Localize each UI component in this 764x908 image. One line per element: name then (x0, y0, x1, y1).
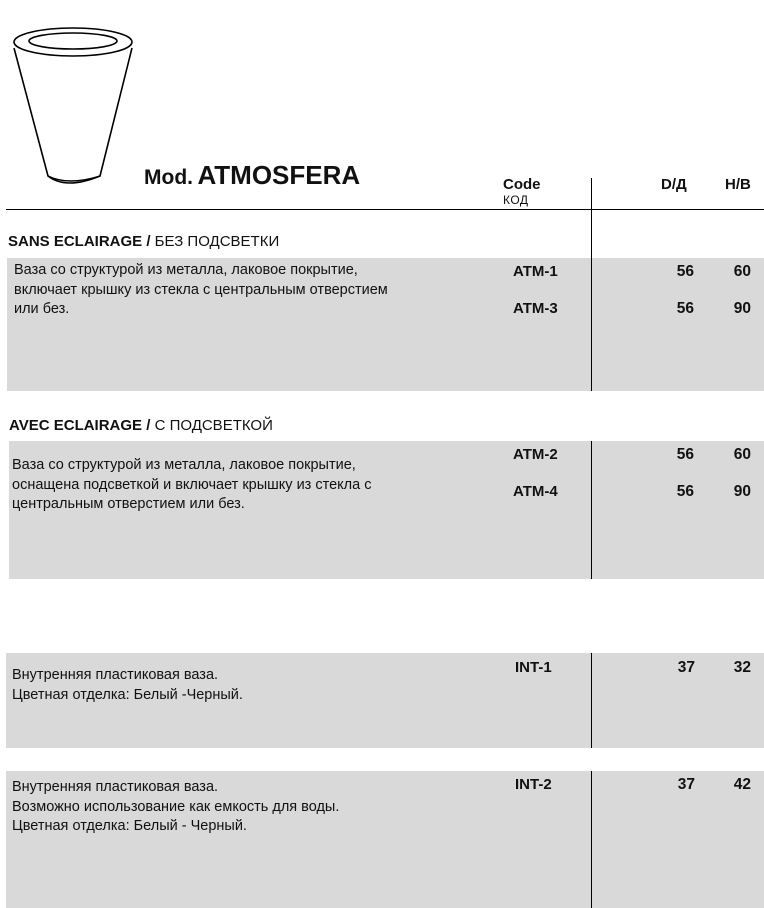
section-title-sans-eclairage (8, 233, 279, 250)
height-value: 90 (733, 483, 751, 500)
product-code: ATM-1 (513, 263, 558, 280)
section-title-avec-eclairage (9, 417, 273, 434)
section-title-ru: С ПОДСВЕТКОЙ (150, 417, 273, 434)
height-header: H/B (725, 176, 751, 193)
section-description (12, 778, 339, 837)
code-header-ru: КОД (503, 193, 529, 207)
diameter-value: 37 (677, 776, 695, 793)
column-divider (591, 653, 592, 748)
section-title-fr: AVEC ECLAIRAGE / (9, 417, 151, 434)
model-name: ATMOSFERA (197, 160, 361, 190)
height-value: 60 (733, 263, 751, 280)
description-line: Внутренняя пластиковая ваза. (12, 667, 219, 683)
product-code: ATM-3 (513, 300, 558, 317)
section-description (14, 261, 388, 320)
height-value: 32 (733, 659, 751, 676)
product-code: INT-2 (515, 776, 552, 793)
mod-prefix: Mod. (144, 166, 193, 189)
description-line: оснащена подсветкой и включает крышку из стекла с (12, 476, 372, 493)
header-divider (6, 209, 764, 210)
product-code: ATM-4 (513, 483, 558, 500)
height-value: 60 (733, 446, 751, 463)
column-divider (591, 771, 592, 908)
description-line: Ваза со структурой из металла, лаковое покрытие, (12, 457, 356, 473)
description-line: включает крышку из стекла с центральным отверстием (14, 281, 388, 298)
code-header: Code (503, 176, 541, 193)
model-title (144, 160, 360, 191)
description-line: Возможно использование как емкость для воды. (12, 798, 340, 815)
product-code: INT-1 (515, 659, 552, 676)
diameter-value: 56 (676, 483, 694, 500)
diameter-value: 37 (677, 659, 695, 676)
product-code: ATM-2 (513, 446, 558, 463)
height-value: 90 (733, 300, 751, 317)
section-title-fr: SANS ECLAIRAGE / (8, 233, 151, 250)
column-divider (591, 178, 592, 391)
section-description (12, 666, 243, 705)
description-line: Цветная отделка: Белый -Черный. (12, 686, 243, 703)
description-line: Ваза со структурой из металла, лаковое покрытие, (14, 262, 358, 278)
description-line: Цветная отделка: Белый - Черный. (12, 818, 247, 834)
section-title-ru: БЕЗ ПОДСВЕТКИ (150, 233, 280, 250)
description-line: или без. (14, 301, 70, 317)
section-description (12, 456, 371, 515)
column-divider (591, 441, 592, 579)
diameter-value: 56 (676, 446, 694, 463)
description-line: Внутренняя пластиковая ваза. (12, 779, 219, 795)
diameter-value: 56 (676, 263, 694, 280)
diameter-value: 56 (676, 300, 694, 317)
vase-illustration (8, 18, 138, 188)
diameter-header: D/Д (661, 176, 687, 193)
description-line: центральным отверстием или без. (12, 496, 245, 512)
height-value: 42 (733, 776, 751, 793)
